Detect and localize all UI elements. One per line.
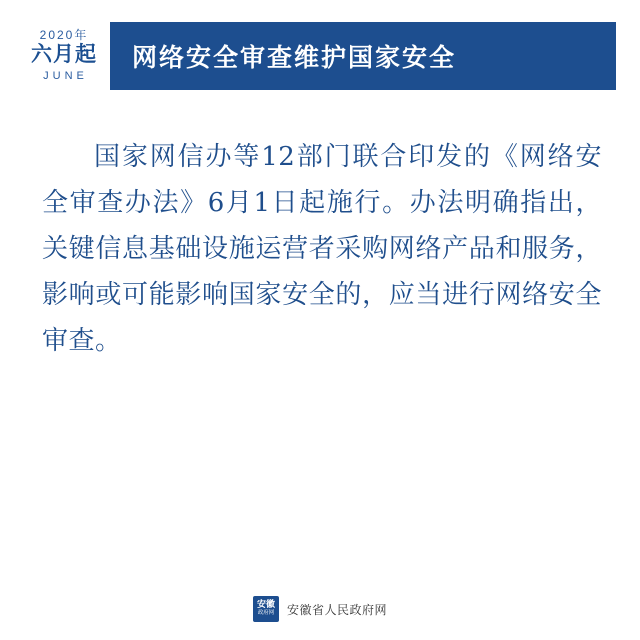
site-logo-line2: 政府网 — [257, 610, 275, 616]
date-month-english: JUNE — [43, 70, 88, 82]
date-year: 2020年 — [39, 28, 89, 42]
date-block — [24, 22, 110, 90]
site-logo-line1: 安徽 — [256, 599, 275, 609]
title-banner — [110, 22, 616, 90]
header — [24, 22, 616, 90]
site-name: 安徽省人民政府网 — [286, 602, 387, 617]
page-title: 网络安全审查维护国家安全 — [132, 43, 457, 72]
site-logo-icon — [253, 596, 279, 622]
body-paragraph: 国家网信办等12部门联合印发的《网络安全审查办法》6月1日起施行。办法明确指出，关键信息基础设施运营者采购网络产品和服务，影响或可能影响国家安全的，应当进行网络安全审查。 — [42, 142, 602, 356]
date-month: 六月起 — [31, 43, 97, 66]
footer — [0, 596, 640, 622]
